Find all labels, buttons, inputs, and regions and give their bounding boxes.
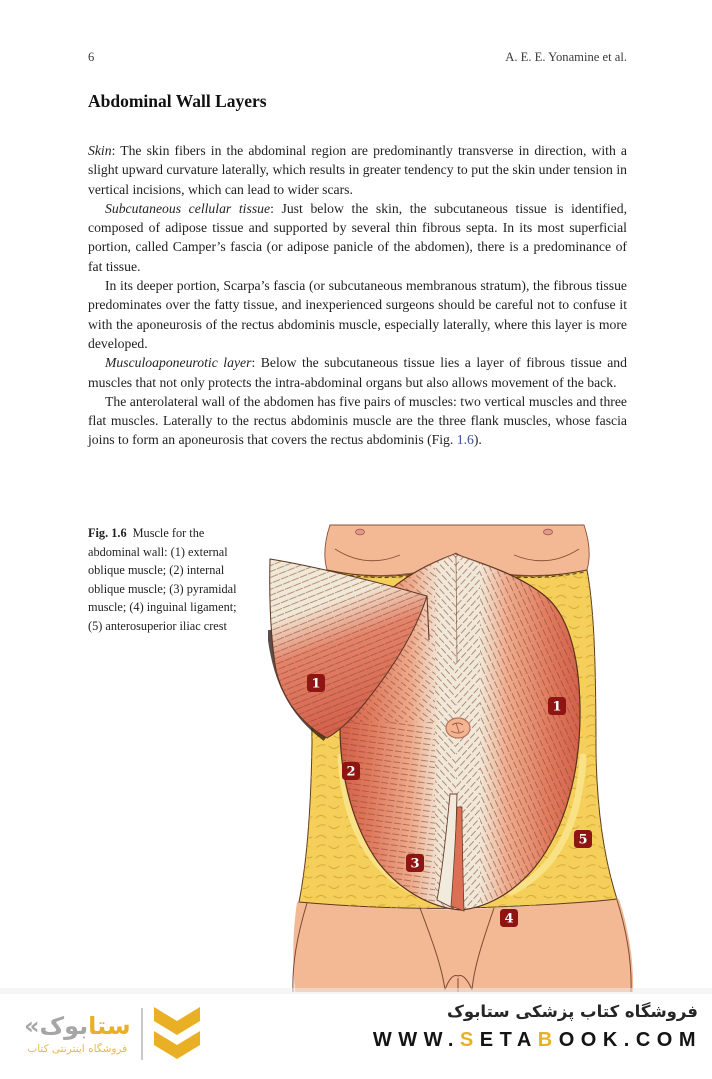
svg-text:1: 1 [311, 676, 321, 692]
svg-text:3: 3 [410, 856, 420, 872]
setabook-logotype [24, 1013, 131, 1055]
figure-caption-text: Muscle for the abdominal wall: (1) external oblique muscle; (2) internal oblique muscle; (3) pyramidal muscle; (4) inguinal ligament; (5) anterosuperior iliac crest [88, 526, 237, 633]
paragraph-musculoaponeurotic [88, 353, 627, 392]
page-number: 6 [88, 50, 95, 64]
nipple-left [356, 529, 365, 535]
figure-reference-link[interactable]: 1.6 [456, 432, 474, 448]
figure-1-6-illustration [268, 512, 648, 992]
svg-text:1: 1 [552, 699, 562, 715]
logo-tagline: فروشگاه اینترنتی کتاب [27, 1043, 128, 1055]
setabook-logo[interactable] [24, 1004, 201, 1064]
figure-label-5 [574, 830, 592, 848]
nipple-right [544, 529, 553, 535]
svg-text:2: 2 [346, 764, 356, 780]
paragraph-text: : Just below the skin, the subcutaneous tissue is identified, composed of adipose tissue and supported by several thin fibrous septa. In its most superficial portion, called Camper’s fascia (or adipose panicle of the abdomen), there is a predominance of fat tissue. [88, 200, 627, 274]
paragraph-text: : Below the subcutaneous tissue lies a layer of fibrous tissue and muscles that not only protects the intra-abdominal organs but also allows movement of the back. [88, 355, 627, 390]
paragraph-skin [88, 141, 627, 199]
watermark-footer [0, 996, 712, 1079]
running-head [88, 50, 627, 66]
body-text [88, 141, 627, 450]
website-url[interactable]: WWW.SETABOOK.COM [372, 1029, 702, 1051]
figure-label-1-right [548, 697, 566, 715]
term-skin: Skin [88, 143, 112, 158]
logo-guillemet-mark: « [24, 1012, 40, 1040]
paragraph-text: In its deeper portion, Scarpa’s fascia (or subcutaneous membranous stratum), the fibrous tissue predominates over the fatty tissue, and inexperienced surgeons should be careful not to confuse it with the aponeurosis of the rectus abdominis muscle, especially laterally, where this layer is more developed. [88, 278, 627, 351]
pelvis-skin [293, 899, 633, 992]
svg-text:5: 5 [578, 832, 588, 848]
figure-label-1-left [307, 674, 325, 692]
figure-label-2 [342, 762, 360, 780]
page-edge-shadow [0, 988, 712, 994]
paragraph-subcutaneous [88, 199, 627, 276]
figure-caption [88, 524, 246, 635]
figure-label-3 [406, 854, 424, 872]
navel [446, 718, 470, 738]
figure-caption-label: Fig. 1.6 [88, 526, 127, 540]
paragraph-anterolateral-wall [88, 392, 627, 450]
chevron-logo-icon [153, 1004, 201, 1064]
logo-divider [141, 1008, 143, 1060]
figure-label-4 [500, 909, 518, 927]
logo-name-yellow: ستا [88, 1012, 131, 1040]
logo-name-gray: بوک [39, 1012, 89, 1040]
paragraph-text: The anterolateral wall of the abdomen has five pairs of muscles: two vertical muscles and three flat muscles. Laterally to the rectus abdominis muscle are the three flank muscles, whose fascia joins to form an aponeurosis that covers the rectus abdominis (Fig. [88, 393, 627, 448]
term-musculoaponeurotic-layer: Musculoaponeurotic layer [105, 355, 252, 371]
term-subcutaneous-tissue: Subcutaneous cellular tissue [105, 200, 271, 216]
svg-text:4: 4 [504, 911, 514, 927]
section-title: Abdominal Wall Layers [88, 91, 267, 111]
paragraph-text: ). [473, 432, 482, 448]
paragraph-scarpa-fascia [88, 276, 627, 353]
running-head-authors: A. E. E. Yonamine et al. [505, 50, 627, 64]
paragraph-text: : The skin fibers in the abdominal region are predominantly transverse in direction, with a slight upward curvature laterally, which results in greater tendency to put the skin under tension in vertical incisions, which can lead to wider scars. [88, 143, 627, 197]
store-title-persian: فروشگاه کتاب پزشکی ستابوک [447, 1002, 698, 1021]
